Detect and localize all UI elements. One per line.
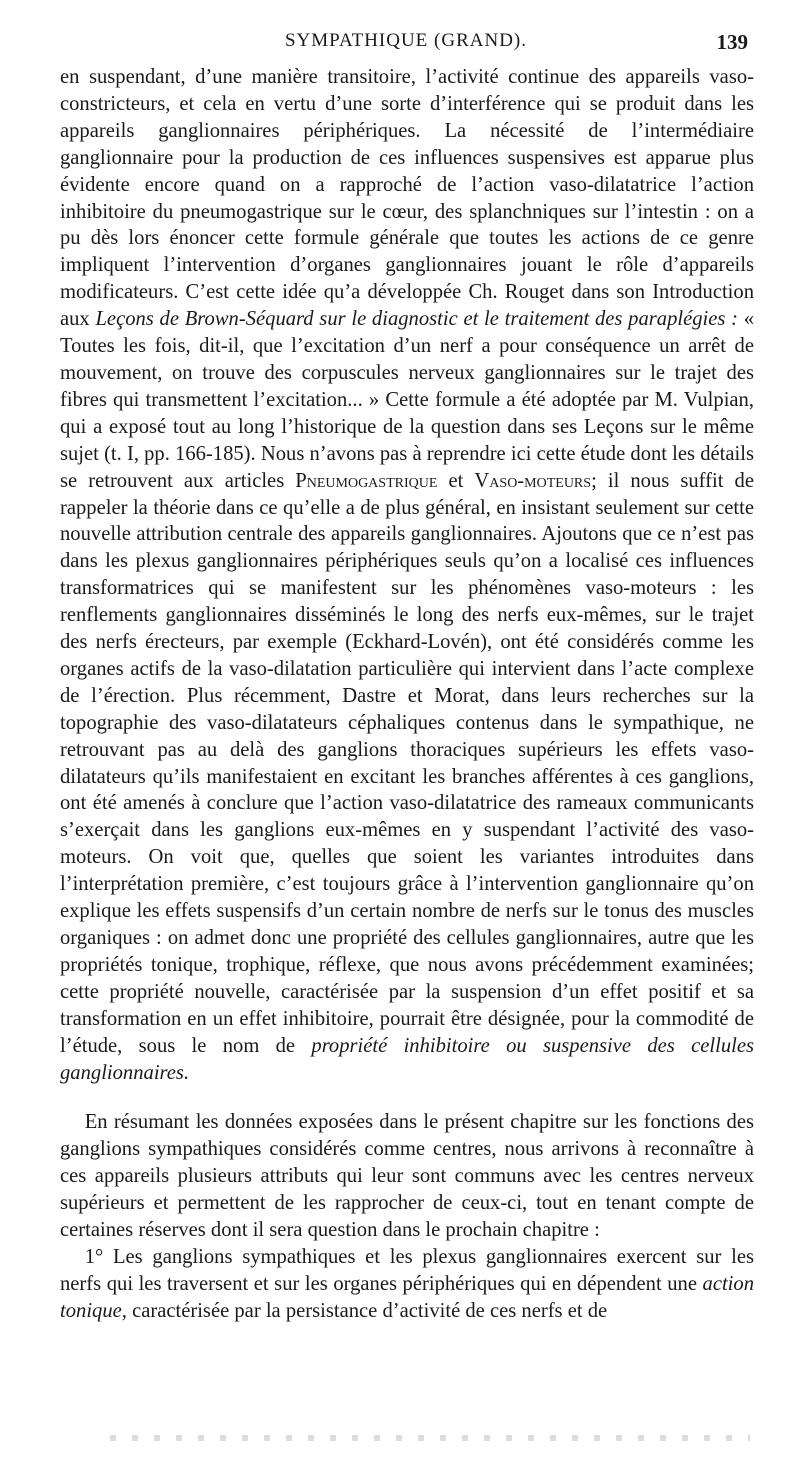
body-text bbox=[60, 64, 754, 1325]
italic-run: action tonique, bbox=[60, 1272, 754, 1322]
page-number: 139 bbox=[716, 30, 748, 54]
bleed-through-smudge bbox=[110, 1435, 750, 1441]
italic-run: propriété inhibitoire ou suspensive des cellules ganglionnaires. bbox=[60, 1034, 754, 1084]
paragraph-inhibitory-property bbox=[60, 64, 754, 1086]
paragraph-summary bbox=[60, 1109, 754, 1244]
list-item-tonic-action bbox=[60, 1244, 754, 1325]
text-run: en suspendant, d’une manière transitoire, l’activité continue des appareils vaso-constricteurs, et cela en vertu d’une sorte d’interférence qui se produit dans les appareils ganglionnaires périphériques. La nécessité de l’intermédiaire ganglionnaire pour la production de ces influences suspensives est apparue plus évidente encore quand on a rapproché de l’action vaso-dilatatrice l’action inhibitoire du pneumogastrique sur le cœur, des splanchniques sur l’intestin : on a pu dès lors énoncer cette formule générale que toutes les actions de ce genre impliquent l’intervention d’organes ganglionnaires jouant le rôle d’appareils modificateurs. C’est cette idée qu’a développée Ch. Rouget dans son Introduction aux bbox=[60, 66, 754, 331]
text-run: et bbox=[437, 469, 475, 492]
small-caps-run: Pneumogastrique bbox=[295, 469, 438, 492]
italic-run: Leçons de Brown-Séquard sur le diagnostic et le traitement des paraplégies : bbox=[95, 308, 738, 331]
text-run: 1° Les ganglions sympathiques et les plexus ganglionnaires exercent sur les nerfs qui les traversent et sur les organes périphériques qui en dépendent une bbox=[60, 1245, 754, 1295]
running-title: SYMPATHIQUE (GRAND). bbox=[284, 30, 528, 51]
page-header bbox=[60, 28, 752, 62]
text-run: « Toutes les fois, dit-il, que l’excitation d’un nerf a pour conséquence un arrêt de mouvement, on trouve des corpuscules nerveux ganglionnaires sur le trajet des fibres qui transmettent l’excitation... » Cette formule a été adoptée par M. Vulpian, qui a exposé tout au long l’historique de la question dans ses Leçons sur le même sujet (t. I, pp. 166-185). Nous n’avons pas à reprendre ici cette étude dont les détails se retrouvent aux articles bbox=[60, 308, 755, 492]
text-run: caractérisée par la persistance d’activité de ces nerfs et de bbox=[126, 1299, 608, 1322]
text-run: ; il nous suffit de rappeler la théorie dans ce qu’elle a de plus général, en insistant seulement sur cette nouvelle attribution centrale des appareils ganglionnaires. Ajoutons que ce n’est pas dans les plexus ganglionnaires périphériques seuls qu’on a localisé ces influences transformatrices qui se manifestent sur les phénomènes vaso-moteurs : les renflements ganglionnaires disséminés le long des nerfs eux-mêmes, sur le trajet des nerfs érecteurs, par exemple (Eckhard-Lovén), ont été considérés comme les organes actifs de la vaso-dilatation particulière qui intervient dans l’acte complexe de l’érection. Plus récemment, Dastre et Morat, dans leurs recherches sur la topographie des vaso-dilatateurs céphaliques contenus dans le sympathique, ne retrouvant pas au delà des ganglions thoraciques supérieurs les effets vaso-dilatateurs qu’ils manifestaient en excitant les branches afférentes à ces ganglions, ont été amenés à conclure que l’action vaso-dilatatrice des rameaux communicants s’exerçait dans les ganglions eux-mêmes en y suspendant l’activité des vaso-moteurs. On voit que, quelles que soient les variantes introduites dans l’interprétation première, c’est toujours grâce à l’intervention ganglionnaire qu’on explique les effets suspensifs d’un certain nombre de nerfs sur le tonus des muscles organiques : on admet donc une propriété des cellules ganglionnaires, autre que les propriétés tonique, trophique, réflexe, que nous avons précédemment examinées; cette propriété nouvelle, caractérisée par la suspension d’un effet positif et sa transformation en un effet inhibitoire, pourrait être désignée, pour la commodité de l’étude, sous le nom de bbox=[60, 469, 754, 1057]
small-caps-run: Vaso-moteurs bbox=[474, 469, 592, 492]
text-run: En résumant les données exposées dans le présent chapitre sur les fonctions des ganglions sympathiques considérés comme centres, nous arrivons à reconnaître à ces appareils plusieurs attributs qui leur sont communs avec les centres nerveux supérieurs et permettent de les rapprocher de ceux-ci, tout en tenant compte de certaines réserves dont il sera question dans le prochain chapitre : bbox=[60, 1111, 754, 1242]
